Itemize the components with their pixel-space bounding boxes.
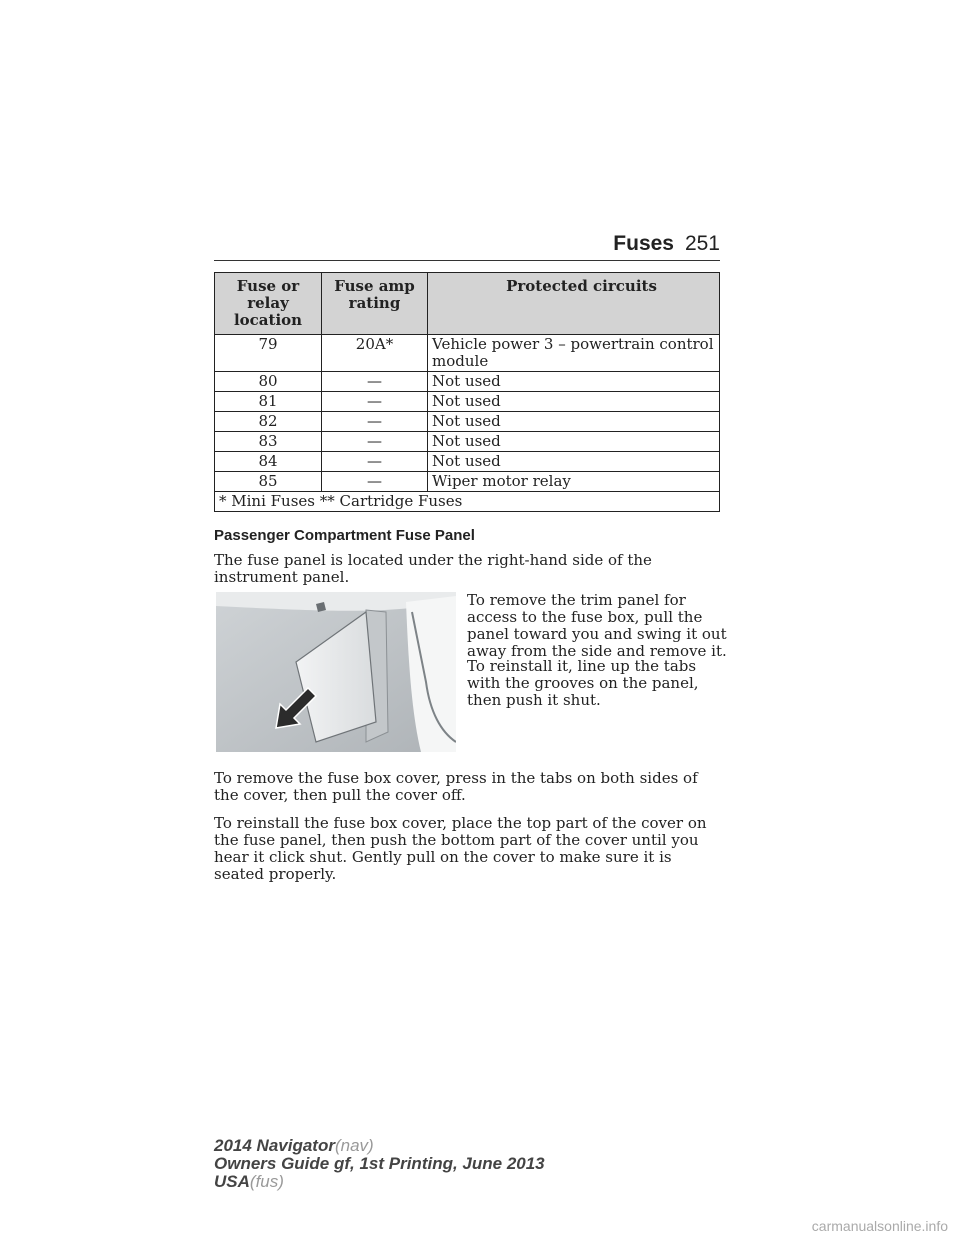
fuse-circuit: Not used: [428, 372, 720, 392]
fuse-amp: —: [322, 452, 428, 472]
fuse-table: [214, 272, 720, 512]
column-header-location: Fuse or relay location: [215, 273, 322, 335]
table-row: [215, 472, 720, 492]
fuse-circuit: Not used: [428, 452, 720, 472]
footer-printing: Owners Guide gf, 1st Printing, June 2013: [214, 1154, 545, 1173]
page-footer: [214, 1137, 545, 1191]
fuse-location: 81: [215, 392, 322, 412]
fuse-circuit: Not used: [428, 392, 720, 412]
section-title: Fuses: [613, 232, 674, 255]
footer-model: 2014 Navigator: [214, 1136, 335, 1155]
fuse-amp: —: [322, 372, 428, 392]
fuse-circuit: Not used: [428, 412, 720, 432]
column-header-circuits: Protected circuits: [428, 273, 720, 335]
table-row: [215, 392, 720, 412]
reinstall-trim-paragraph: To reinstall it, line up the tabs with the grooves on the panel, then push it shut.: [467, 657, 699, 709]
fuse-circuit: Wiper motor relay: [428, 472, 720, 492]
page-header: [214, 228, 720, 261]
fuse-location: 85: [215, 472, 322, 492]
trim-panel-removal-illustration: [216, 592, 456, 752]
fuse-amp: —: [322, 472, 428, 492]
page-number: 251: [684, 232, 720, 255]
intro-paragraph: The fuse panel is located under the right-hand side of the instrument panel.: [214, 551, 652, 586]
fuse-location: 82: [215, 412, 322, 432]
section-heading: Passenger Compartment Fuse Panel: [214, 527, 475, 544]
column-header-amp: Fuse amp rating: [322, 273, 428, 335]
fuse-amp: —: [322, 432, 428, 452]
fuse-circuit: Not used: [428, 432, 720, 452]
table-row: [215, 432, 720, 452]
footer-market: USA: [214, 1172, 250, 1191]
fuse-location: 79: [215, 335, 322, 372]
remove-cover-paragraph: To remove the fuse box cover, press in the tabs on both sides of the cover, then pull the cover off.: [214, 769, 698, 804]
table-footnote-row: [215, 492, 720, 512]
fuse-circuit: Vehicle power 3 – powertrain control module: [428, 335, 720, 372]
table-row: [215, 372, 720, 392]
watermark: carmanualsonline.info: [811, 1218, 948, 1234]
fuse-amp: —: [322, 412, 428, 432]
fuse-amp: —: [322, 392, 428, 412]
footer-market-code: (fus): [249, 1172, 284, 1191]
remove-trim-paragraph: To remove the trim panel for access to the fuse box, pull the panel toward you and swing it out away from the side and remove it.: [467, 591, 727, 660]
reinstall-cover-paragraph: To reinstall the fuse box cover, place the top part of the cover on the fuse panel, then push the bottom part of the cover until you hear it click shut. Gently pull on the cover to make sure it is seated properly.: [214, 814, 707, 883]
table-footnote: * Mini Fuses ** Cartridge Fuses: [215, 492, 720, 512]
fuse-amp: 20A*: [322, 335, 428, 372]
table-row: [215, 335, 720, 372]
fuse-location: 83: [215, 432, 322, 452]
table-row: [215, 452, 720, 472]
table-header-row: [215, 273, 720, 335]
table-row: [215, 412, 720, 432]
fuse-location: 80: [215, 372, 322, 392]
footer-model-code: (nav): [334, 1136, 374, 1155]
fuse-location: 84: [215, 452, 322, 472]
